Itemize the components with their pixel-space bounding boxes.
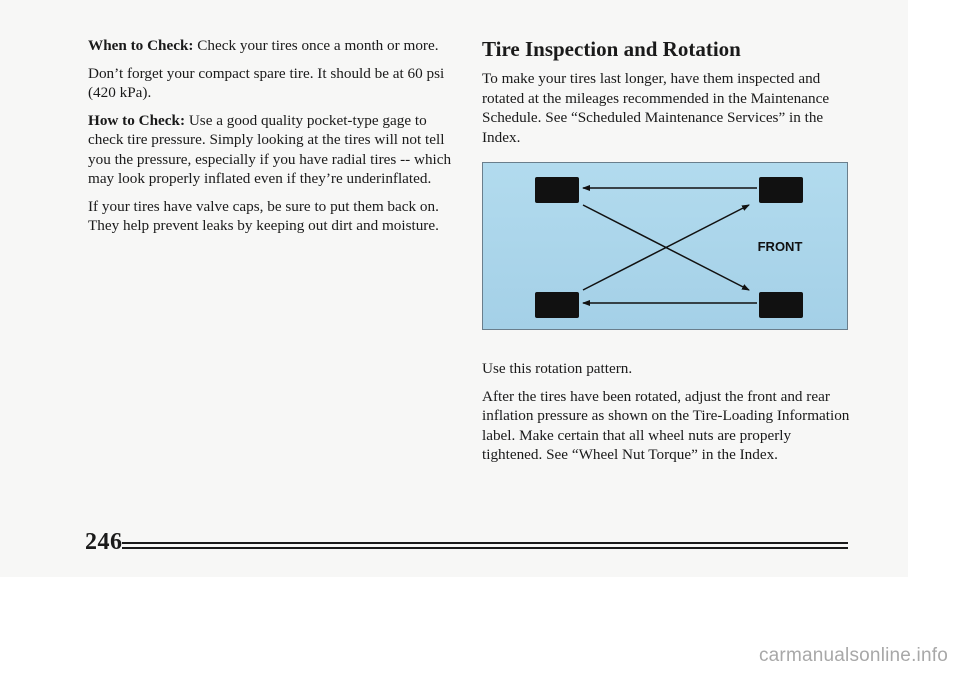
valve-caps-paragraph: If your tires have valve caps, be sure to put them back on. They help prevent leaks by keeping out dirt and moisture. xyxy=(88,197,439,234)
front-label: FRONT xyxy=(757,239,803,254)
when-to-check-label: When to Check: xyxy=(88,37,194,54)
page-number: 246 xyxy=(85,529,123,555)
front-left-tire xyxy=(759,177,803,203)
how-to-check-label: How to Check: xyxy=(88,111,186,129)
rear-left-tire xyxy=(535,177,579,203)
front-right-tire xyxy=(759,292,803,318)
rotation-pattern-graphic xyxy=(483,163,847,329)
left-column xyxy=(88,36,458,244)
intro-paragraph: To make your tires last longer, have them inspected and rotated at the mileages recommended in the Maintenance Schedule. See “Scheduled Maintenance Services” in the Index. xyxy=(482,70,830,146)
when-to-check-paragraph xyxy=(88,36,458,56)
tire-rotation-diagram xyxy=(482,162,848,330)
rear-right-tire xyxy=(535,292,579,318)
how-to-check-paragraph xyxy=(88,111,458,189)
section-title: Tire Inspection and Rotation xyxy=(482,37,741,61)
diagram-caption: Use this rotation pattern. xyxy=(482,360,633,377)
spare-tire-paragraph: Don’t forget your compact spare tire. It should be at 60 psi (420 kPa). xyxy=(88,64,445,101)
right-column xyxy=(482,36,850,155)
how-to-check-text: Use a good quality pocket-type gage to check tire pressure. Simply looking at the tires will not tell you the pressure, especially if you have radial tires -- which may look properly inflated even if they’re underinflated. xyxy=(88,111,452,187)
when-to-check-text: Check your tires once a month or more. xyxy=(193,37,439,54)
footer-rule-bottom xyxy=(122,547,848,549)
watermark-text: carmanualsonline.info xyxy=(758,645,948,666)
footer-rule-top xyxy=(122,542,848,544)
caption-block xyxy=(482,359,850,473)
after-rotation-paragraph: After the tires have been rotated, adjust the front and rear inflation pressure as shown on the Tire-Loading Information label. Make certain that all wheel nuts are properly tightened. See “Wheel Nut Torque” in the Index. xyxy=(482,387,850,463)
